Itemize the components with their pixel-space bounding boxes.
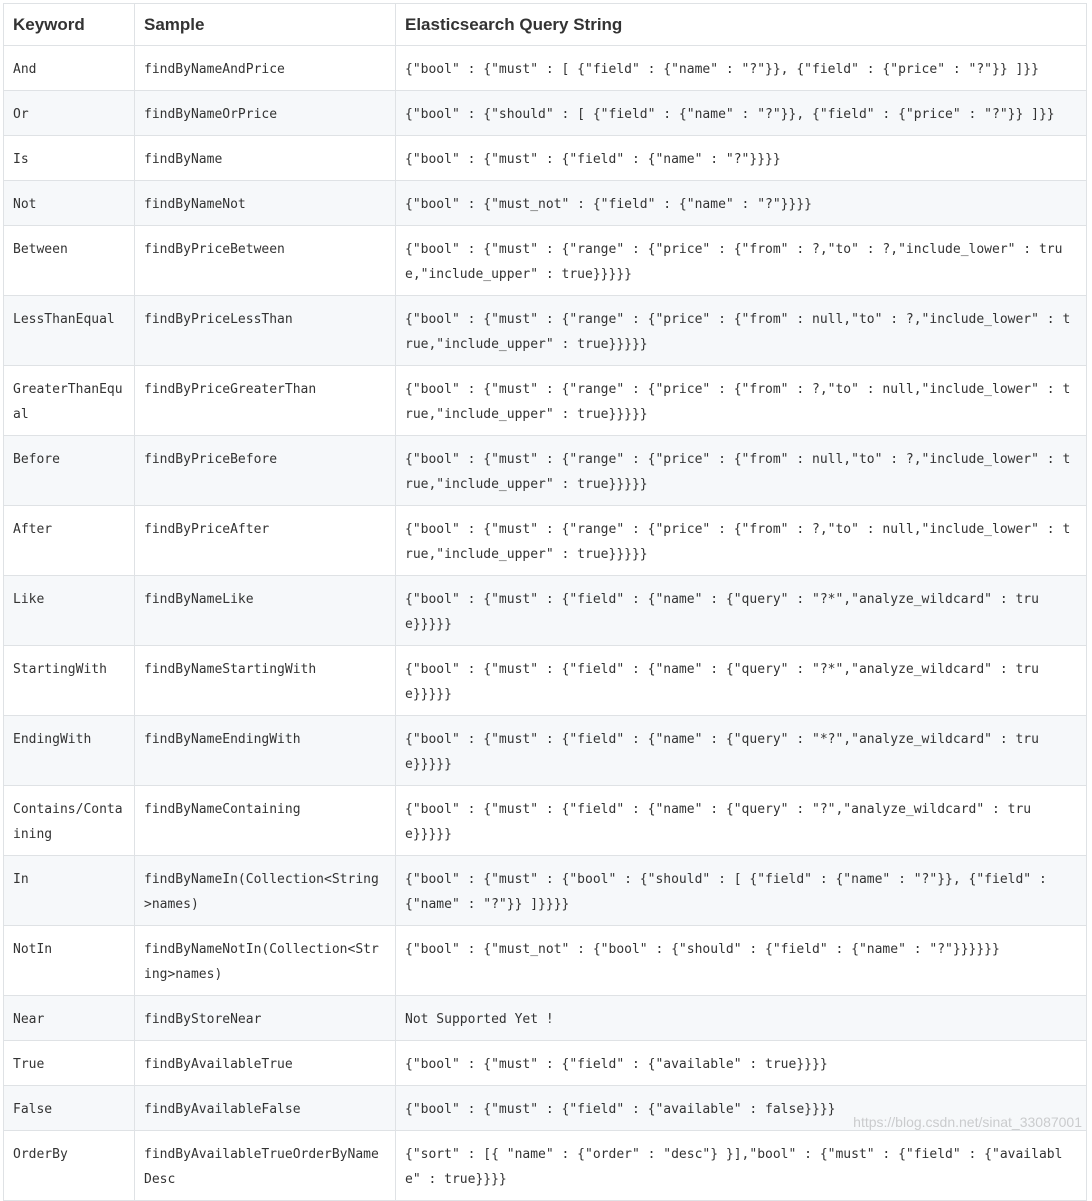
sample-cell: findByNameNot	[135, 181, 396, 226]
keyword-cell: Not	[4, 181, 135, 226]
query-cell: {"bool" : {"must" : {"field" : {"name" : "?"}}}}	[396, 136, 1087, 181]
sample-cell: findByNameStartingWith	[135, 646, 396, 716]
query-cell: {"bool" : {"must_not" : {"field" : {"name" : "?"}}}}	[396, 181, 1087, 226]
header-sample: Sample	[135, 4, 396, 46]
query-cell: {"sort" : [{ "name" : {"order" : "desc"} }],"bool" : {"must" : {"field" : {"available" : true}}}}	[396, 1131, 1087, 1201]
sample-cell: findByNameAndPrice	[135, 46, 396, 91]
query-cell: Not Supported Yet !	[396, 996, 1087, 1041]
table-row	[4, 226, 1087, 296]
keyword-cell: False	[4, 1086, 135, 1131]
sample-cell: findByAvailableTrue	[135, 1041, 396, 1086]
query-cell: {"bool" : {"must" : {"field" : {"name" : {"query" : "*?","analyze_wildcard" : true}}}}}	[396, 716, 1087, 786]
query-cell: {"bool" : {"must" : {"range" : {"price" : {"from" : ?,"to" : null,"include_lower" : true,"include_upper" : true}}}}}	[396, 506, 1087, 576]
table-row	[4, 996, 1087, 1041]
query-cell: {"bool" : {"must" : {"range" : {"price" : {"from" : null,"to" : ?,"include_lower" : true,"include_upper" : true}}}}}	[396, 296, 1087, 366]
keyword-cell: LessThanEqual	[4, 296, 135, 366]
sample-cell: findByPriceGreaterThan	[135, 366, 396, 436]
table-row	[4, 136, 1087, 181]
header-query-string: Elasticsearch Query String	[396, 4, 1087, 46]
query-cell: {"bool" : {"should" : [ {"field" : {"name" : "?"}}, {"field" : {"price" : "?"}} ]}}	[396, 91, 1087, 136]
query-cell: {"bool" : {"must" : [ {"field" : {"name" : "?"}}, {"field" : {"price" : "?"}} ]}}	[396, 46, 1087, 91]
keyword-query-table	[3, 3, 1087, 1201]
table-row	[4, 436, 1087, 506]
query-cell: {"bool" : {"must" : {"bool" : {"should" : [ {"field" : {"name" : "?"}}, {"field" : {"name" : "?"}} ]}}}}	[396, 856, 1087, 926]
sample-cell: findByNameLike	[135, 576, 396, 646]
sample-cell: findByPriceBefore	[135, 436, 396, 506]
query-cell: {"bool" : {"must" : {"field" : {"name" : {"query" : "?*","analyze_wildcard" : true}}}}}	[396, 576, 1087, 646]
table-row	[4, 786, 1087, 856]
sample-cell: findByNameOrPrice	[135, 91, 396, 136]
keyword-cell: Near	[4, 996, 135, 1041]
keyword-cell: OrderBy	[4, 1131, 135, 1201]
sample-cell: findByNameIn(Collection<String>names)	[135, 856, 396, 926]
sample-cell: findByNameContaining	[135, 786, 396, 856]
keyword-cell: After	[4, 506, 135, 576]
keyword-cell: Like	[4, 576, 135, 646]
query-cell: {"bool" : {"must" : {"range" : {"price" : {"from" : ?,"to" : ?,"include_lower" : true,"include_upper" : true}}}}}	[396, 226, 1087, 296]
table-row	[4, 91, 1087, 136]
query-cell: {"bool" : {"must" : {"field" : {"available" : false}}}}	[396, 1086, 1087, 1131]
sample-cell: findByNameEndingWith	[135, 716, 396, 786]
keyword-cell: EndingWith	[4, 716, 135, 786]
sample-cell: findByPriceAfter	[135, 506, 396, 576]
keyword-cell: And	[4, 46, 135, 91]
table-row	[4, 1131, 1087, 1201]
sample-cell: findByAvailableTrueOrderByNameDesc	[135, 1131, 396, 1201]
table-row	[4, 181, 1087, 226]
keyword-cell: Between	[4, 226, 135, 296]
keyword-cell: In	[4, 856, 135, 926]
keyword-cell: GreaterThanEqual	[4, 366, 135, 436]
keyword-cell: True	[4, 1041, 135, 1086]
keyword-cell: Or	[4, 91, 135, 136]
table-header-row	[4, 4, 1087, 46]
keyword-cell: Before	[4, 436, 135, 506]
sample-cell: findByStoreNear	[135, 996, 396, 1041]
query-cell: {"bool" : {"must" : {"range" : {"price" : {"from" : null,"to" : ?,"include_lower" : true,"include_upper" : true}}}}}	[396, 436, 1087, 506]
table-row	[4, 576, 1087, 646]
keyword-cell: Contains/Containing	[4, 786, 135, 856]
query-cell: {"bool" : {"must" : {"field" : {"name" : {"query" : "?","analyze_wildcard" : true}}}}}	[396, 786, 1087, 856]
sample-cell: findByAvailableFalse	[135, 1086, 396, 1131]
table-row	[4, 46, 1087, 91]
keyword-cell: NotIn	[4, 926, 135, 996]
keyword-cell: StartingWith	[4, 646, 135, 716]
query-cell: {"bool" : {"must" : {"field" : {"available" : true}}}}	[396, 1041, 1087, 1086]
table-row	[4, 1041, 1087, 1086]
keyword-cell: Is	[4, 136, 135, 181]
table-row	[4, 646, 1087, 716]
header-keyword: Keyword	[4, 4, 135, 46]
sample-cell: findByPriceBetween	[135, 226, 396, 296]
watermark: https://blog.csdn.net/sinat_33087001	[853, 1114, 1082, 1130]
table-row	[4, 926, 1087, 996]
table-row	[4, 296, 1087, 366]
query-cell: {"bool" : {"must" : {"range" : {"price" : {"from" : ?,"to" : null,"include_lower" : true,"include_upper" : true}}}}}	[396, 366, 1087, 436]
table-row	[4, 506, 1087, 576]
sample-cell: findByNameNotIn(Collection<String>names)	[135, 926, 396, 996]
query-cell: {"bool" : {"must_not" : {"bool" : {"should" : {"field" : {"name" : "?"}}}}}}	[396, 926, 1087, 996]
table-row	[4, 856, 1087, 926]
table-row	[4, 366, 1087, 436]
sample-cell: findByPriceLessThan	[135, 296, 396, 366]
sample-cell: findByName	[135, 136, 396, 181]
query-cell: {"bool" : {"must" : {"field" : {"name" : {"query" : "?*","analyze_wildcard" : true}}}}}	[396, 646, 1087, 716]
table-row	[4, 716, 1087, 786]
